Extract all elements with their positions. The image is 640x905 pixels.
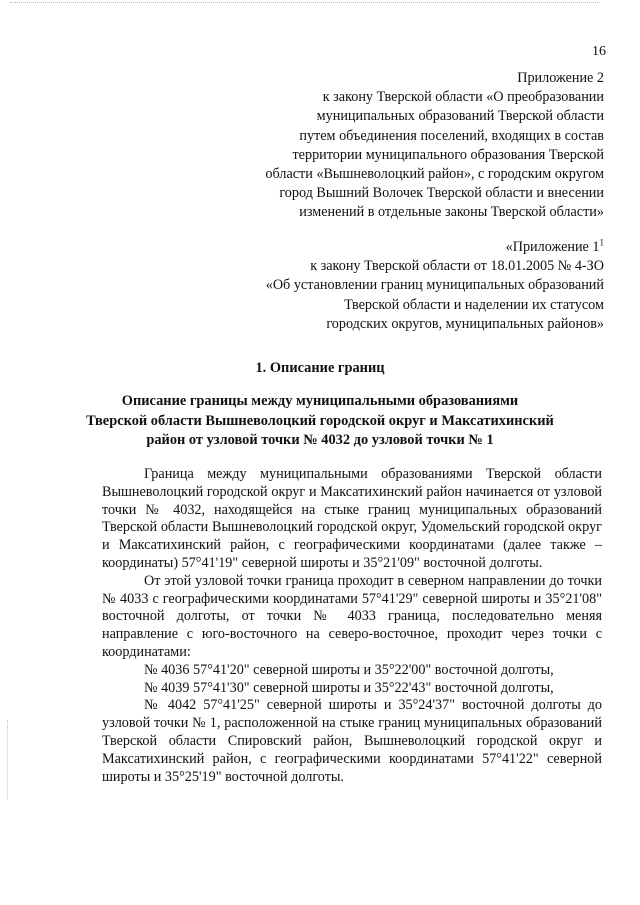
appendix-2-line: город Вышний Волочек Тверской области и внесении bbox=[279, 185, 604, 202]
subheading-line: район от узловой точки № 4032 до узловой точки № 1 bbox=[146, 432, 494, 448]
body-paragraph: От этой узловой точки граница проходит в северном направлении до точки № 4033 с географическими координатами 57°41'29" северной широты и 35°21'08" восточной долготы, от точки № 4033 граница, последовательно меняя направление с юго-восточного на северо-восточное, проходит через точки с координатами: bbox=[102, 572, 602, 660]
appendix-2-line: изменений в отдельные законы Тверской области» bbox=[299, 204, 604, 221]
appendix-1-title-text: «Приложение 1 bbox=[505, 239, 600, 255]
appendix-2-line: к закону Тверской области «О преобразовании bbox=[322, 89, 604, 106]
appendix-1-line: к закону Тверской области от 18.01.2005 № 4-ЗО bbox=[310, 258, 604, 275]
appendix-2-line: области «Вышневолоцкий район», с городским округом bbox=[265, 166, 604, 183]
appendix-2-line: территории муниципального образования Тверской bbox=[292, 146, 604, 163]
subheading-line: Описание границы между муниципальными образованиями bbox=[121, 393, 519, 409]
appendix-2-line: путем объединения поселений, входящих в состав bbox=[299, 127, 604, 144]
body-paragraph: № 4042 57°41'25" северной широты и 35°24'37" восточной долготы до узловой точки № 1, расположенной на стыке границ муниципальных образований Тверской области Спировский район, Вышневолоцкий городской округ и Максатихинский район, с географическими координатами 57°41'22" северной широты и 35°25'19" восточной долготы. bbox=[102, 697, 602, 785]
scan-margin-mark bbox=[7, 720, 9, 800]
appendix-2-line: муниципальных образований Тверской области bbox=[316, 108, 604, 125]
appendix-1-line: «Об установлении границ муниципальных образований bbox=[265, 277, 604, 294]
body-paragraph: Граница между муниципальными образованиями Тверской области Вышневолоцкий городской округ и Максатихинский район начинается от узловой точки № 4032, находящейся на стыке границ муниципальных образований Тверской области Вышневолоцкий городской округ, Удомельский городской округ и Максатихинский район, с географическими координатами (далее также – координаты) 57°41'19" северной широты и 35°21'09" восточной долготы. bbox=[102, 466, 602, 571]
appendix-1-header bbox=[184, 238, 604, 334]
appendix-2-line: Приложение 2 bbox=[517, 70, 604, 86]
appendix-1-superscript: 1 bbox=[599, 237, 604, 248]
scan-edge-mark bbox=[10, 2, 600, 4]
appendix-1-line: Тверской области и наделении их статусом bbox=[344, 296, 604, 313]
appendix-1-title bbox=[184, 238, 604, 257]
border-description-heading bbox=[80, 392, 560, 451]
appendix-1-line: городских округов, муниципальных районов» bbox=[326, 315, 604, 332]
coordinate-line: № 4039 57°41'30" северной широты и 35°22'43" восточной долготы, bbox=[144, 679, 554, 696]
subheading-line: Тверской области Вышневолоцкий городской округ и Максатихинский bbox=[86, 412, 554, 429]
appendix-2-header bbox=[184, 69, 604, 223]
coordinate-line: № 4036 57°41'20" северной широты и 35°22'00" восточной долготы, bbox=[144, 661, 554, 678]
section-heading: 1. Описание границ bbox=[255, 360, 385, 376]
page-number: 16 bbox=[592, 44, 606, 59]
body-text bbox=[102, 466, 602, 786]
